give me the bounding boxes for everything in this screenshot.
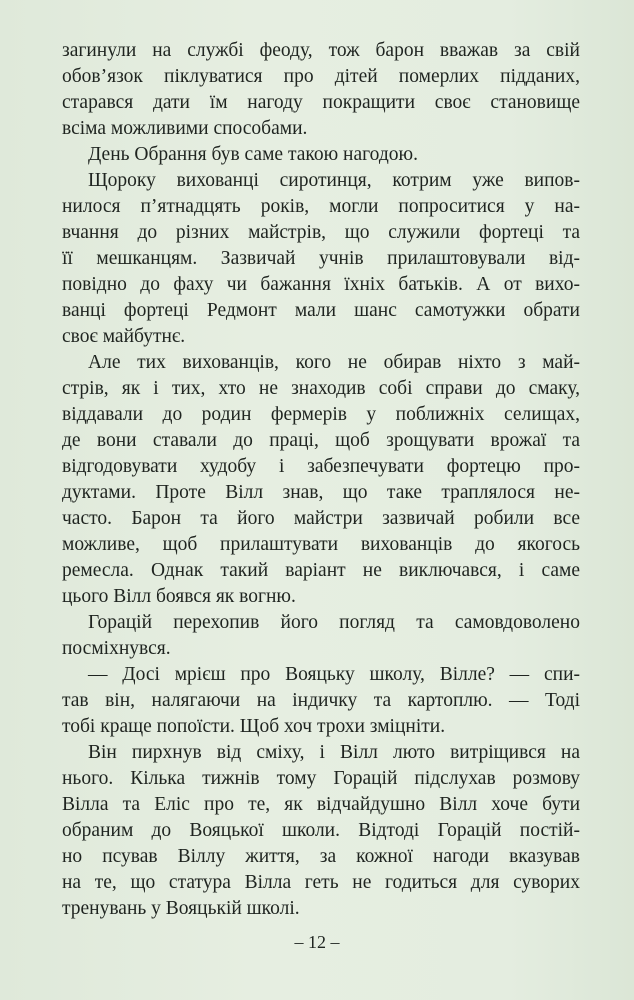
text-line: дуктами. Проте Вілл знав, що таке траплялося не-: [62, 482, 580, 503]
text-line: цього Вілл боявся як вогню.: [62, 586, 296, 607]
text-line: стрів, як і тих, хто не знаходив собі справи до смаку,: [62, 378, 580, 399]
text-line: обраним до Вояцької школи. Відтоді Горацій постій-: [62, 820, 580, 841]
text-line: тренувань у Вояцькій школі.: [62, 898, 300, 919]
text-line: віддавали до родин фермерів у поближніх селищах,: [62, 404, 580, 425]
text-line: Він пирхнув від сміху, і Вілл люто витріщився на: [88, 742, 580, 763]
text-line: Вілла та Еліс про те, як відчайдушно Вілл хоче бути: [62, 794, 580, 815]
text-line: загинули на службі феоду, тож барон вважав за свій: [62, 40, 580, 61]
text-line: ремесла. Однак такий варіант не виключався, і саме: [62, 560, 580, 581]
text-line: вчання до різних майстрів, що служили фортеці та: [62, 222, 580, 243]
text-line: на те, що статура Вілла геть не годиться для суворих: [62, 872, 580, 893]
text-line: ванці фортеці Редмонт мали шанс самотужки обрати: [62, 300, 580, 321]
text-line: відгодовувати худобу і забезпечувати фортецю про-: [62, 456, 580, 477]
text-line: тав він, налягаючи на індичку та картоплю. — Тоді: [62, 690, 580, 711]
text-line: часто. Барон та його майстри зазвичай робили все: [62, 508, 580, 529]
text-line: — Досі мрієш про Вояцьку школу, Вілле? — спи-: [88, 664, 580, 685]
text-line: посміхнувся.: [62, 638, 171, 659]
text-line: нього. Кілька тижнів тому Горацій підслухав розмову: [62, 768, 580, 789]
page-body-text: [62, 38, 580, 922]
text-line: День Обрання був саме такою нагодою.: [88, 144, 418, 165]
text-line: Щороку вихованці сиротинця, котрим уже випов-: [88, 170, 580, 191]
text-line: її мешканцям. Зазвичай учнів прилаштовували від-: [62, 248, 580, 269]
text-line: Горацій перехопив його погляд та самовдоволено: [88, 612, 580, 633]
text-line: Але тих вихованців, кого не обирав ніхто з май-: [88, 352, 580, 373]
text-line: можливе, щоб прилаштувати вихованців до якогось: [62, 534, 580, 555]
text-line: де вони ставали до праці, щоб зрощувати врожаї та: [62, 430, 580, 451]
text-line: тобі краще попоїсти. Щоб хоч трохи зміцніти.: [62, 716, 446, 737]
text-line: обов’язок піклуватися про дітей померлих підданих,: [62, 66, 580, 87]
text-line: своє майбутнє.: [62, 326, 186, 347]
text-line: нилося п’ятнадцять років, могли попроситися у на-: [62, 196, 580, 217]
text-line: всіма можливими способами.: [62, 118, 308, 139]
text-line: повідно до фаху чи бажання їхніх батьків. А от вихо-: [62, 274, 580, 295]
text-line: старався дати їм нагоду покращити своє становище: [62, 92, 580, 113]
text-line: но псував Віллу життя, за кожної нагоди вказував: [62, 846, 580, 867]
page-number: – 12 –: [294, 932, 340, 952]
